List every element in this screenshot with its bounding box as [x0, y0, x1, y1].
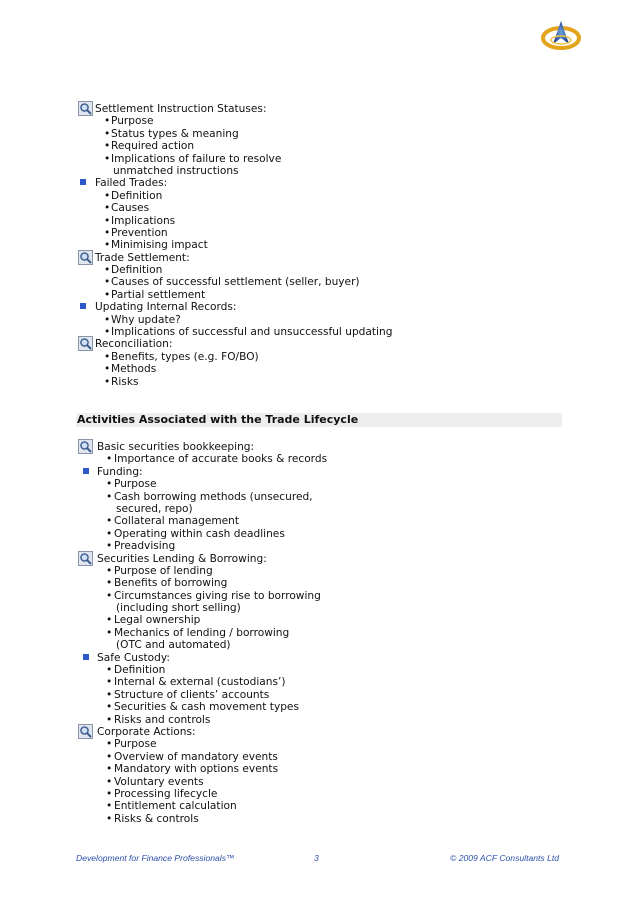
dot-bullet-icon: •: [106, 750, 113, 763]
list-item-text: secured, repo): [116, 502, 193, 515]
list-item-text: Purpose: [114, 478, 157, 491]
dot-bullet-icon: •: [106, 800, 113, 813]
list-item-text: Purpose: [111, 115, 154, 128]
list-item-continuation: [76, 503, 566, 515]
list-item-text: unmatched instructions: [113, 164, 239, 177]
dot-bullet-icon: •: [104, 326, 111, 339]
list-item-text: Entitlement calculation: [114, 800, 237, 813]
magnifier-icon: [78, 336, 93, 351]
list-item-text: Preadvising: [114, 540, 176, 553]
list-item-text: Securities & cash movement types: [114, 701, 299, 714]
list-item: [76, 714, 566, 726]
dot-bullet-icon: •: [106, 763, 113, 776]
list-item: [76, 627, 566, 639]
dot-bullet-icon: •: [104, 226, 111, 239]
list-item: [76, 689, 566, 701]
list-item: [76, 788, 566, 800]
magnifier-icon: [78, 439, 93, 454]
dot-bullet-icon: •: [104, 214, 111, 227]
dot-bullet-icon: •: [106, 701, 113, 714]
list-item: [76, 264, 566, 276]
dot-bullet-icon: •: [106, 490, 113, 503]
list-item-text: Why update?: [111, 313, 181, 326]
section-trade-lifecycle: [76, 441, 566, 825]
dot-bullet-icon: •: [104, 127, 111, 140]
list-item: [76, 453, 566, 465]
list-item: [76, 763, 566, 775]
list-item-text: Prevention: [111, 226, 168, 239]
square-bullet-icon: [80, 303, 86, 309]
section-heading: Activities Associated with the Trade Lifecycle: [76, 413, 562, 427]
dot-bullet-icon: •: [106, 775, 113, 788]
list-item: [76, 140, 566, 152]
topic-label: Basic securities bookkeeping:: [97, 441, 255, 453]
footer-page-number: 3: [314, 853, 319, 863]
list-item: [76, 276, 566, 288]
list-item: [76, 528, 566, 540]
topic-row: [76, 177, 566, 189]
list-item: [76, 577, 566, 589]
dot-bullet-icon: •: [106, 564, 113, 577]
list-item-text: Implications of failure to resolve: [111, 152, 282, 165]
list-item-text: Cash borrowing methods (unsecured,: [114, 490, 313, 503]
topic-label: Updating Internal Records:: [95, 301, 237, 314]
list-item-text: Risks and controls: [114, 713, 211, 726]
list-item-continuation: [76, 602, 566, 614]
dot-bullet-icon: •: [106, 527, 113, 540]
topic-label: Settlement Instruction Statuses:: [95, 103, 267, 115]
topic-row: [76, 553, 566, 565]
list-item: [76, 515, 566, 527]
dot-bullet-icon: •: [106, 812, 113, 825]
topic-row: [76, 466, 566, 478]
dot-bullet-icon: •: [104, 264, 111, 277]
topic-label: Funding:: [97, 465, 143, 478]
list-item: [76, 676, 566, 688]
dot-bullet-icon: •: [106, 713, 113, 726]
topic-label: Trade Settlement:: [95, 251, 190, 264]
list-item-text: Internal & external (custodians’): [114, 676, 286, 689]
list-item-text: Implications of successful and unsuccessful updating: [111, 326, 393, 339]
list-item: [76, 738, 566, 750]
magnifier-icon: [78, 250, 93, 265]
list-item-text: (OTC and automated): [116, 639, 231, 652]
footer-right: © 2009 ACF Consultants Ltd: [450, 853, 560, 863]
dot-bullet-icon: •: [106, 589, 113, 602]
topic-label: Corporate Actions:: [97, 725, 196, 738]
list-item-text: Collateral management: [114, 515, 240, 528]
dot-bullet-icon: •: [106, 787, 113, 800]
list-item-text: Causes: [111, 202, 150, 215]
square-bullet-icon: [83, 654, 89, 660]
list-item-text: Risks: [111, 375, 139, 388]
topic-label: Safe Custody:: [97, 651, 170, 664]
topic-row: [76, 338, 566, 350]
list-item: [76, 614, 566, 626]
dot-bullet-icon: •: [104, 189, 111, 202]
magnifier-icon: [78, 724, 93, 739]
dot-bullet-icon: •: [104, 140, 111, 153]
topic-row: [76, 441, 566, 453]
list-item-text: Benefits of borrowing: [114, 577, 228, 590]
list-item-text: Implications: [111, 214, 176, 227]
dot-bullet-icon: •: [106, 688, 113, 701]
dot-bullet-icon: •: [106, 515, 113, 528]
list-item-text: Voluntary events: [114, 775, 204, 788]
list-item-text: (including short selling): [116, 602, 241, 615]
topic-row: [76, 103, 566, 115]
list-item: [76, 376, 566, 388]
topic-label: Securities Lending & Borrowing:: [97, 552, 267, 565]
dot-bullet-icon: •: [104, 115, 111, 128]
list-item: [76, 813, 566, 825]
magnifier-icon: [78, 101, 93, 116]
dot-bullet-icon: •: [106, 577, 113, 590]
topic-label: Reconciliation:: [95, 338, 173, 351]
list-item-text: Mechanics of lending / borrowing: [114, 626, 290, 639]
topic-row: [76, 301, 566, 313]
dot-bullet-icon: •: [106, 676, 113, 689]
list-item-text: Legal ownership: [114, 614, 201, 627]
list-item-text: Structure of clients’ accounts: [114, 688, 270, 701]
list-item: [76, 751, 566, 763]
list-item-text: Purpose of lending: [114, 564, 213, 577]
list-item-text: Benefits, types (e.g. FO/BO): [111, 350, 259, 363]
list-item: [76, 590, 566, 602]
dot-bullet-icon: •: [104, 276, 111, 289]
list-item-text: Purpose: [114, 738, 157, 751]
list-item-text: Required action: [111, 140, 195, 153]
list-item: [76, 314, 566, 326]
list-item-text: Overview of mandatory events: [114, 750, 278, 763]
square-bullet-icon: [83, 468, 89, 474]
list-item: [76, 478, 566, 490]
list-item-continuation: [76, 639, 566, 651]
topic-row: [76, 652, 566, 664]
list-item: [76, 115, 566, 127]
list-item: [76, 190, 566, 202]
topic-label: Failed Trades:: [95, 177, 168, 190]
dot-bullet-icon: •: [106, 614, 113, 627]
topic-row: [76, 252, 566, 264]
list-item-text: Importance of accurate books & records: [114, 453, 328, 466]
list-item-text: Operating within cash deadlines: [114, 527, 285, 540]
dot-bullet-icon: •: [104, 375, 111, 388]
list-item-continuation: [76, 165, 566, 177]
list-item-text: Status types & meaning: [111, 127, 239, 140]
list-item-text: Definition: [111, 189, 163, 202]
list-item: [76, 153, 566, 165]
list-item: [76, 326, 566, 338]
section-settlement: [76, 103, 566, 388]
list-item: [76, 701, 566, 713]
list-item-text: Partial settlement: [111, 288, 206, 301]
dot-bullet-icon: •: [106, 738, 113, 751]
list-item: [76, 491, 566, 503]
list-item: [76, 351, 566, 363]
list-item-text: Causes of successful settlement (seller, buyer): [111, 276, 360, 289]
list-item: [76, 202, 566, 214]
dot-bullet-icon: •: [104, 350, 111, 363]
dot-bullet-icon: •: [104, 288, 111, 301]
topic-row: [76, 726, 566, 738]
dot-bullet-icon: •: [106, 453, 113, 466]
magnifier-icon: [78, 551, 93, 566]
dot-bullet-icon: •: [106, 664, 113, 677]
list-item-text: Definition: [111, 264, 163, 277]
dot-bullet-icon: •: [104, 313, 111, 326]
dot-bullet-icon: •: [106, 478, 113, 491]
list-item-text: Minimising impact: [111, 239, 208, 252]
list-item: [76, 215, 566, 227]
list-item-text: Processing lifecycle: [114, 787, 218, 800]
dot-bullet-icon: •: [104, 363, 111, 376]
acf-logo-icon: [540, 18, 582, 54]
square-bullet-icon: [80, 179, 86, 185]
list-item: [76, 565, 566, 577]
list-item: [76, 776, 566, 788]
list-item: [76, 800, 566, 812]
list-item: [76, 289, 566, 301]
list-item: [76, 227, 566, 239]
list-item: [76, 363, 566, 375]
list-item-text: Risks & controls: [114, 812, 199, 825]
list-item-text: Methods: [111, 363, 157, 376]
list-item: [76, 540, 566, 552]
list-item: [76, 239, 566, 251]
list-item-text: Mandatory with options events: [114, 763, 279, 776]
dot-bullet-icon: •: [104, 239, 111, 252]
dot-bullet-icon: •: [104, 152, 111, 165]
dot-bullet-icon: •: [106, 626, 113, 639]
footer-left: Development for Finance Professionals™: [76, 853, 235, 863]
dot-bullet-icon: •: [106, 540, 113, 553]
list-item-text: Circumstances giving rise to borrowing: [114, 589, 321, 602]
dot-bullet-icon: •: [104, 202, 111, 215]
list-item-text: Definition: [114, 664, 166, 677]
list-item: [76, 664, 566, 676]
list-item: [76, 128, 566, 140]
